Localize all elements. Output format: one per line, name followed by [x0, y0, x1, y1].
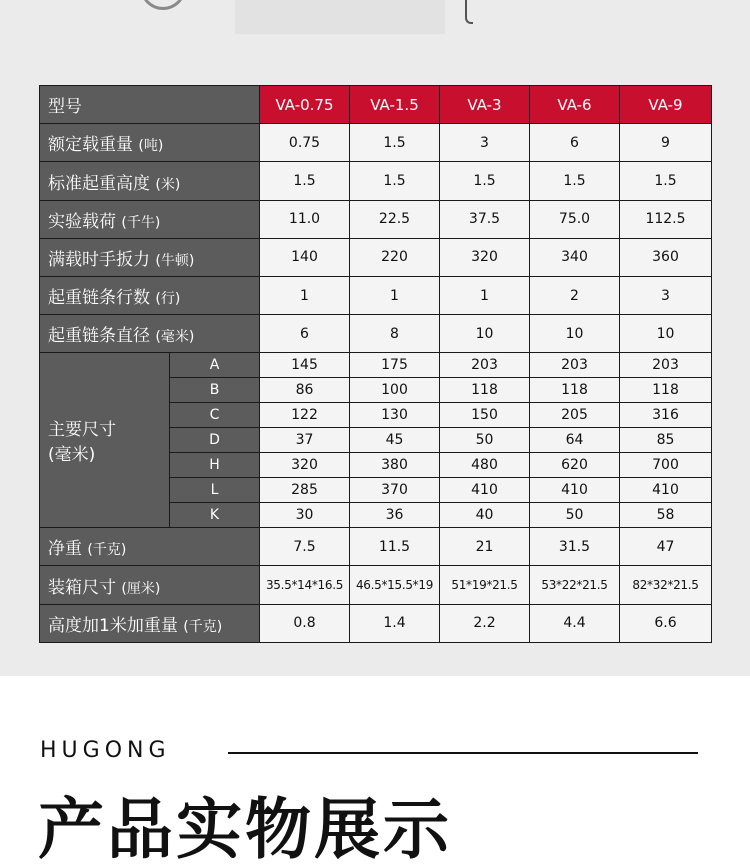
dimensions-label-line1: 主要尺寸: [48, 420, 116, 441]
table-cell: 11.5: [350, 528, 440, 566]
row-label-unit: (千克): [183, 618, 223, 635]
model-header: VA-6: [530, 86, 620, 124]
table-cell: 360: [620, 238, 712, 276]
table-cell: 1.5: [350, 162, 440, 200]
table-cell: 85: [620, 428, 712, 453]
dimensions-label-line2: (毫米): [48, 445, 96, 466]
row-label: [40, 162, 260, 200]
table-cell: 50: [440, 428, 530, 453]
table-cell: 1.5: [260, 162, 350, 200]
row-label-unit: (毫米): [155, 329, 195, 346]
table-row: [40, 604, 712, 642]
table-cell: 46.5*15.5*19: [350, 566, 440, 604]
dimension-key: H: [170, 453, 260, 478]
table-cell: 10: [620, 315, 712, 353]
table-cell: 6: [260, 315, 350, 353]
row-label-text: 标准起重高度: [48, 173, 150, 194]
table-row: [40, 353, 712, 378]
product-photo-fragment: [235, 0, 445, 34]
table-cell: 1.5: [620, 162, 712, 200]
row-label-text: 满载时手扳力: [48, 249, 150, 270]
table-cell: 86: [260, 378, 350, 403]
table-cell: 118: [530, 378, 620, 403]
row-label: [40, 315, 260, 353]
table-cell: 6: [530, 124, 620, 162]
table-cell: 10: [440, 315, 530, 353]
table-cell: 8: [350, 315, 440, 353]
dimension-key: B: [170, 378, 260, 403]
row-label: [40, 238, 260, 276]
table-cell: 1: [440, 277, 530, 315]
table-cell: 1.5: [440, 162, 530, 200]
table-cell: 0.75: [260, 124, 350, 162]
table-cell: 1: [260, 277, 350, 315]
table-cell: 150: [440, 403, 530, 428]
table-row: [40, 315, 712, 353]
table-cell: 100: [350, 378, 440, 403]
row-label-text: 实验载荷: [48, 211, 116, 232]
table-cell: 11.0: [260, 200, 350, 238]
table-cell: 205: [530, 403, 620, 428]
row-label: [40, 200, 260, 238]
table-header-row: [40, 86, 712, 124]
row-label-unit: (厘米): [121, 580, 161, 597]
table-cell: 203: [440, 353, 530, 378]
table-row: [40, 162, 712, 200]
table-cell: 51*19*21.5: [440, 566, 530, 604]
table-cell: 1.5: [530, 162, 620, 200]
table-row: [40, 124, 712, 162]
table-cell: 285: [260, 478, 350, 503]
row-label: [40, 604, 260, 642]
dimensions-label: [40, 353, 170, 528]
table-cell: 410: [440, 478, 530, 503]
table-cell: 410: [530, 478, 620, 503]
table-cell: 118: [440, 378, 530, 403]
table-cell: 21: [440, 528, 530, 566]
table-row: [40, 528, 712, 566]
table-cell: 340: [530, 238, 620, 276]
row-label-unit: (千克): [87, 542, 127, 559]
table-cell: 50: [530, 503, 620, 528]
table-cell: 203: [530, 353, 620, 378]
table-cell: 1.4: [350, 604, 440, 642]
model-header: VA-3: [440, 86, 530, 124]
dimension-key: D: [170, 428, 260, 453]
table-cell: 82*32*21.5: [620, 566, 712, 604]
table-row: [40, 200, 712, 238]
table-cell: 64: [530, 428, 620, 453]
spec-table: [39, 85, 712, 643]
row-label: [40, 124, 260, 162]
table-cell: 36: [350, 503, 440, 528]
model-header-label: 型号: [40, 86, 260, 124]
table-cell: 6.6: [620, 604, 712, 642]
dimension-key: K: [170, 503, 260, 528]
product-photo-fragment: [140, 0, 186, 10]
table-cell: 380: [350, 453, 440, 478]
row-label: [40, 566, 260, 604]
row-label-text: 起重链条行数: [48, 288, 150, 309]
table-cell: 58: [620, 503, 712, 528]
table-cell: 10: [530, 315, 620, 353]
table-cell: 53*22*21.5: [530, 566, 620, 604]
table-cell: 37.5: [440, 200, 530, 238]
table-cell: 2.2: [440, 604, 530, 642]
table-row: [40, 566, 712, 604]
row-label-text: 起重链条直径: [48, 326, 150, 347]
table-cell: 480: [440, 453, 530, 478]
table-cell: 220: [350, 238, 440, 276]
table-cell: 175: [350, 353, 440, 378]
table-cell: 1.5: [350, 124, 440, 162]
dimension-key: L: [170, 478, 260, 503]
table-cell: 30: [260, 503, 350, 528]
dimension-key: A: [170, 353, 260, 378]
row-label-text: 额定载重量: [48, 135, 133, 156]
table-cell: 700: [620, 453, 712, 478]
table-cell: 37: [260, 428, 350, 453]
row-label-unit: (牛顿): [155, 252, 195, 269]
table-cell: 320: [260, 453, 350, 478]
hook-fragment: [465, 0, 473, 24]
row-label-unit: (吨): [138, 138, 164, 155]
table-cell: 370: [350, 478, 440, 503]
dimension-key: C: [170, 403, 260, 428]
table-row: [40, 238, 712, 276]
table-cell: 22.5: [350, 200, 440, 238]
table-cell: 9: [620, 124, 712, 162]
row-label-text: 高度加1米加重量: [48, 615, 178, 636]
model-header: VA-0.75: [260, 86, 350, 124]
table-cell: 122: [260, 403, 350, 428]
model-header: VA-1.5: [350, 86, 440, 124]
brand-name: HUGONG: [40, 738, 171, 763]
row-label: [40, 528, 260, 566]
table-cell: 316: [620, 403, 712, 428]
row-label-text: 装箱尺寸: [48, 577, 116, 598]
row-label: [40, 277, 260, 315]
section-title: 产品实物展示: [38, 791, 452, 865]
table-cell: 320: [440, 238, 530, 276]
model-header: VA-9: [620, 86, 712, 124]
table-cell: 4.4: [530, 604, 620, 642]
table-cell: 75.0: [530, 200, 620, 238]
table-cell: 3: [440, 124, 530, 162]
row-label-text: 净重: [48, 539, 82, 560]
table-cell: 0.8: [260, 604, 350, 642]
table-row: [40, 277, 712, 315]
row-label-unit: (行): [155, 291, 181, 308]
table-cell: 1: [350, 277, 440, 315]
row-label-unit: (米): [155, 176, 181, 193]
table-cell: 3: [620, 277, 712, 315]
table-cell: 140: [260, 238, 350, 276]
brand-divider: [228, 752, 698, 754]
table-cell: 40: [440, 503, 530, 528]
table-cell: 2: [530, 277, 620, 315]
spec-table-body: [40, 86, 712, 643]
table-cell: 7.5: [260, 528, 350, 566]
table-cell: 35.5*14*16.5: [260, 566, 350, 604]
table-cell: 118: [620, 378, 712, 403]
row-label-unit: (千牛): [121, 214, 161, 231]
table-cell: 410: [620, 478, 712, 503]
table-cell: 45: [350, 428, 440, 453]
table-cell: 31.5: [530, 528, 620, 566]
table-cell: 130: [350, 403, 440, 428]
table-cell: 620: [530, 453, 620, 478]
table-cell: 112.5: [620, 200, 712, 238]
table-cell: 47: [620, 528, 712, 566]
table-cell: 203: [620, 353, 712, 378]
table-cell: 145: [260, 353, 350, 378]
